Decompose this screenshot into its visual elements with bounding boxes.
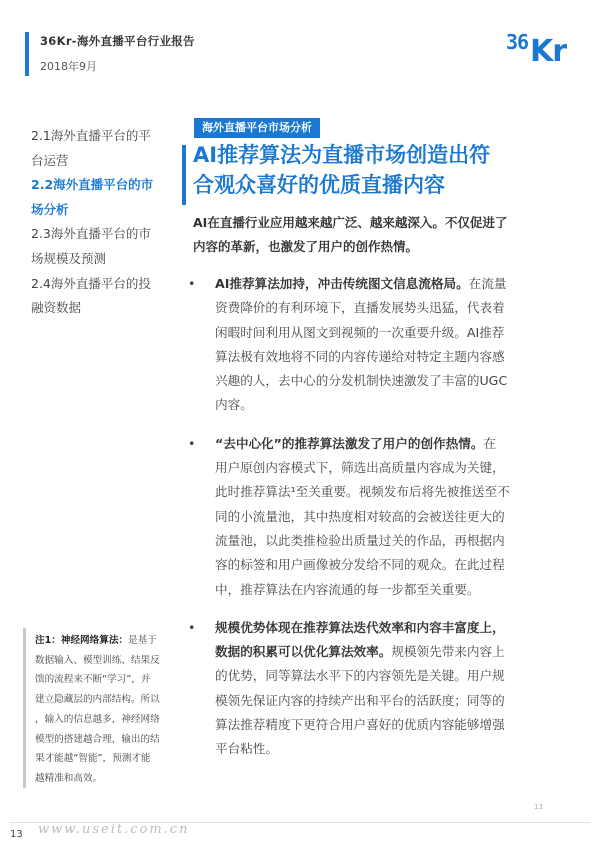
sidebar-item-2-3[interactable]: 2.3海外直播平台的市 场规模及预测 <box>31 226 151 266</box>
sidebar-item-2-4[interactable]: 2.4海外直播平台的投 融资数据 <box>31 275 151 316</box>
logo-prefix: 36 <box>506 30 529 54</box>
page-title: AI推荐算法为直播市场创造出符 合观众喜好的优质直播内容 <box>193 143 491 197</box>
bullet-dot-icon: • <box>188 276 196 291</box>
logo-suffix: Kr <box>530 34 567 69</box>
sidebar-item-2-1[interactable]: 2.1海外直播平台的平 台运营 <box>31 128 151 168</box>
page-number: 13 <box>10 829 23 840</box>
bullet-dot-icon: • <box>188 435 196 451</box>
bullet-item: • 规模优势体现在推荐算法迭代效率和内容丰富度上， 数据的积累可以优化算法效率。规模领先带来内容上 的优势，同等算法水平下的内容领先是关键。用户规 模领先保证内容的持续产出和平台的活跃度；同等的 算法推荐精度下更符合用户喜好的优质内容能够增强 平台粘性。 <box>186 616 576 762</box>
bullet-list <box>186 272 576 776</box>
title-accent-bar <box>182 145 186 205</box>
bullet-item: • “去中心化”的推荐算法激发了用户的创作热情。在 用户原创内容模式下，筛选出高质量内容成为关键， 此时推荐算法¹至关重要。视频发布后将先被推送至不 同的小流量池，其中热度相对较高的会被送往更大的 流量池，以此类推检验出质量过关的作品，再根据内 容的标签和用户画像被分发给不同的观众。在此过程 中，推荐算法在内容流通的每一步都至关重要。 <box>186 432 576 602</box>
bullet-dot-icon: • <box>188 619 196 635</box>
footnote: 注1：神经网络算法：是基于 数据输入、模型训练、结果反 馈的流程来不断“学习”，并 建立隐藏层的内部结构。所以 ，输入的信息越多，神经网络 模型的搭建越合理，输出的结 果才能越“智能”，预测才能 越精准和高效。 <box>35 635 160 784</box>
footnote-divider <box>23 628 26 788</box>
lead-paragraph: AI在直播行业应用越来越广泛、越来越深入。不仅促进了 内容的革新，也激发了用户的创作热情。 <box>193 215 508 254</box>
header-accent-bar <box>25 32 29 76</box>
bullet-item: • AI推荐算法加持，冲击传统图文信息流格局。在流量 资费降价的有利环境下，直播发展势头迅猛，代表着 闲暇时间利用从图文到视频的一次重要升级。AI推荐 算法极有效地将不同的内容传递给对特定主题内容感 兴趣的人，去中心的分发机制快速激发了丰富的UGC 内容。 <box>186 272 576 418</box>
sidebar-nav <box>31 124 161 321</box>
page-number-small: 13 <box>534 803 543 811</box>
report-date: 2018年9月 <box>40 60 97 73</box>
report-title: 36Kr-海外直播平台行业报告 <box>40 34 195 48</box>
36kr-logo <box>506 28 570 72</box>
watermark: www.useit.com.cn <box>38 822 190 837</box>
sidebar-item-2-2[interactable]: 2.2海外直播平台的市 场分析 <box>31 177 154 217</box>
section-tag: 海外直播平台市场分析 <box>194 118 320 138</box>
